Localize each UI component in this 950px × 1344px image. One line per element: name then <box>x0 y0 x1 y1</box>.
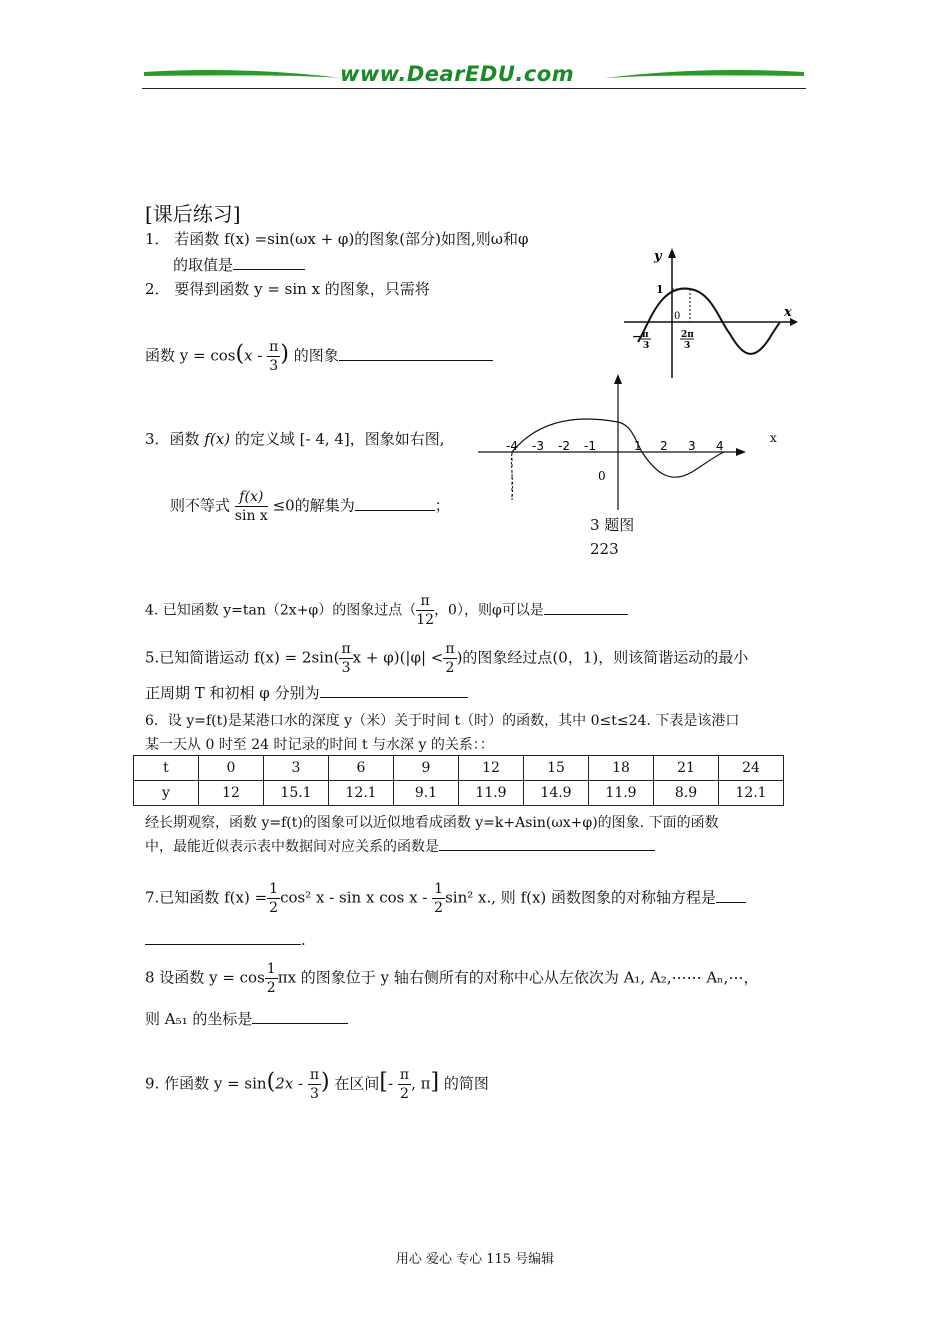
q8-line2: 则 A₅₁ 的坐标是 <box>145 1008 348 1029</box>
axis-tick-label: 3 <box>688 439 696 453</box>
q6-line3: 经长期观察，函数 y=f(t)的图象可以近似地看成函数 y=k+Asin(ωx+φ)的图象. 下面的函数 <box>145 815 719 831</box>
q7-line1: 7.已知函数 f(x) = $\frac{1}{2}$ cos² x - sin x cos x - $\frac{1}{2}$ sin² x., 则 f(x) 函数图象的对称轴方程是 <box>145 880 746 917</box>
q1-line2: 的取值是 <box>173 254 305 275</box>
axis-tick-label: 4 <box>716 439 724 453</box>
q5-line1: 5.已知简谐运动 f(x) = 2sin( $\frac{\pi}{3}$ x + φ)(|φ| < $\frac{\pi}{2}$ )的图象经过点(0，1)，则该简谐运动的最小 <box>145 641 749 676</box>
table-cell: 15 <box>524 756 589 781</box>
q2-line2: 函数 y = cos(x - $\frac{\pi}{3}$ ) 的图象 <box>145 338 493 375</box>
table-cell: 12.1 <box>329 781 394 806</box>
table-cell: y <box>134 781 199 806</box>
site-logo-text[interactable]: www.DearEDU.com <box>340 62 575 86</box>
svg-text:−: − <box>632 330 642 343</box>
q6-line4: 中，最能近似表示表中数据间对应关系的函数是 <box>145 836 655 856</box>
header-rule <box>142 88 806 89</box>
table-cell: 12 <box>199 781 264 806</box>
svg-text:2π: 2π <box>681 330 694 340</box>
q6-table <box>133 755 784 806</box>
q6-line2: 某一天从 0 时至 24 时记录的时间 t 与水深 y 的关系：： <box>145 737 494 753</box>
table-cell: 21 <box>654 756 719 781</box>
q3-graph <box>470 370 790 570</box>
svg-text:3: 3 <box>643 341 650 351</box>
q8-line1: 8 设函数 y = cos $\frac{1}{2}$ πx 的图象位于 y 轴右侧所有的对称中心从左依次为 A₁, A₂,⋯⋯ Aₙ,⋯， <box>145 961 759 996</box>
table-cell: 18 <box>589 756 654 781</box>
svg-text:1: 1 <box>656 283 664 296</box>
table-cell: 6 <box>329 756 394 781</box>
axis-tick-label: 1 <box>634 439 642 453</box>
table-cell: 0 <box>199 756 264 781</box>
q2-line1: 2． 要得到函数 y = sin x 的图象，只需将 <box>145 280 430 298</box>
axis-tick-label: -3 <box>532 439 544 453</box>
table-cell: 12.1 <box>719 781 784 806</box>
q5-line2: 正周期 T 和初相 φ 分别为 <box>145 682 468 703</box>
q6-line1: 6．设 y=f(t)是某港口水的深度 y（米）关于时间 t（时）的函数，其中 0≤t≤24. 下表是该港口 <box>145 713 740 729</box>
q3-caption: 3 题图 <box>590 516 635 534</box>
table-cell: 14.9 <box>524 781 589 806</box>
svg-text:π: π <box>642 330 649 340</box>
table-cell: 15.1 <box>264 781 329 806</box>
table-cell: 11.9 <box>459 781 524 806</box>
svg-text:0: 0 <box>598 469 606 483</box>
axis-tick-label: -2 <box>558 439 570 453</box>
table-cell: 8.9 <box>654 781 719 806</box>
q7-line2: . <box>145 930 306 949</box>
svg-text:0: 0 <box>674 311 681 322</box>
svg-text:x: x <box>770 431 777 445</box>
table-cell: 9.1 <box>394 781 459 806</box>
q9: 9. 作函数 y = sin(2x - $\frac{\pi}{3}$ ) 在区间[- $\frac{\pi}{2}$ , π] 的简图 <box>145 1067 489 1102</box>
svg-text:y: y <box>654 249 662 264</box>
axis-tick-label: 2 <box>660 439 668 453</box>
table-cell: t <box>134 756 199 781</box>
q4: 4. 已知函数 y=tan（2x+φ）的图象过点（ $\frac{\pi}{12}$ ，0），则φ可以是 <box>145 592 628 629</box>
table-cell: 24 <box>719 756 784 781</box>
axis-tick-label: -4 <box>506 439 518 453</box>
axis-tick-label: -1 <box>584 439 596 453</box>
table-cell: 3 <box>264 756 329 781</box>
q3-line2: 则不等式 $\frac{f(x)}{\text{sin x}}$ ≤0的解集为 ； <box>170 489 450 524</box>
q1-graph <box>620 244 800 382</box>
table-cell: 11.9 <box>589 781 654 806</box>
svg-text:x: x <box>784 305 792 320</box>
section-title: [课后练习] <box>145 202 241 226</box>
q3-line1: 3．函数 f(x) 的定义域 [- 4, 4]，图象如右图, <box>145 430 445 448</box>
q3-caption-num: 223 <box>590 540 619 558</box>
page-footer: 用心 爱心 专心 115 号编辑 <box>395 1252 555 1267</box>
q1-line1: 1． 若函数 f(x) =sin(ωx + φ)的图象(部分)如图,则ω和φ <box>145 230 529 248</box>
table-cell: 9 <box>394 756 459 781</box>
table-cell: 12 <box>459 756 524 781</box>
svg-text:3: 3 <box>684 341 691 351</box>
